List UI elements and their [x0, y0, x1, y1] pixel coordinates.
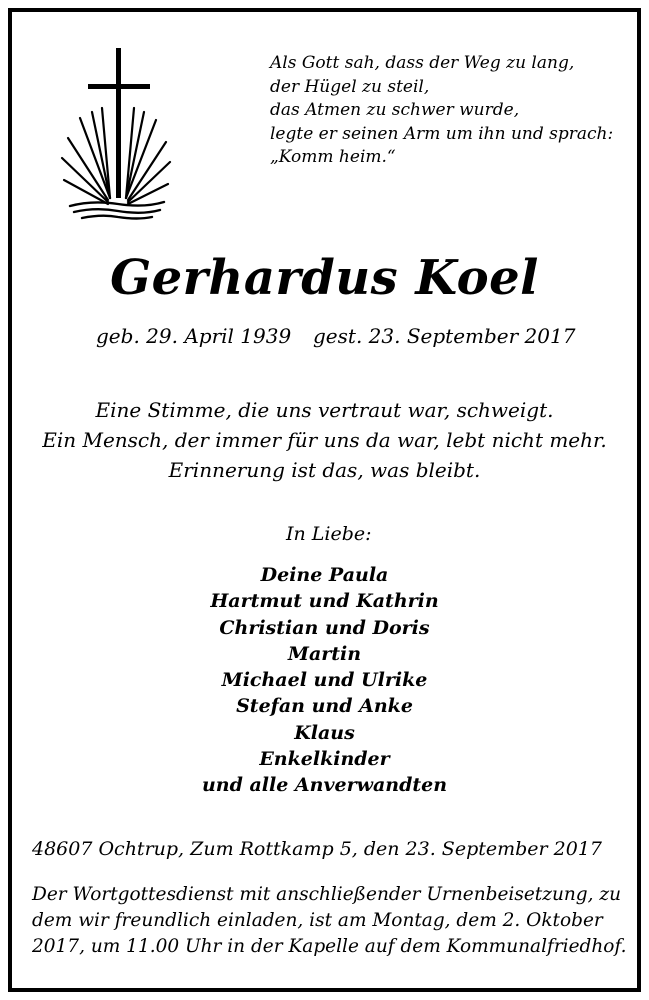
cross-sunrise-icon — [52, 38, 172, 228]
poem — [270, 52, 630, 170]
service-notice — [32, 882, 627, 960]
quote-line: Eine Stimme, die uns vertraut war, schweigt. — [95, 398, 554, 422]
poem-line: legte er seinen Arm um ihn und sprach: — [270, 123, 614, 144]
poem-line: „Komm heim.“ — [270, 147, 396, 167]
poem-line: das Atmen zu schwer wurde, — [270, 100, 520, 120]
mourner: Hartmut und Kathrin — [210, 590, 439, 613]
deceased-name: Gerhardus Koel — [110, 250, 539, 306]
mourner: und alle Anverwandten — [201, 774, 448, 797]
mourner: Enkelkinder — [259, 748, 390, 771]
mourner: Christian und Doris — [219, 616, 430, 639]
birth-date: geb. 29. April 1939 — [96, 324, 292, 348]
death-date: gest. 23. September 2017 — [313, 324, 576, 348]
mourner: Deine Paula — [260, 564, 389, 586]
address-line: 48607 Ochtrup, Zum Rottkamp 5, den 23. September 2017 — [32, 838, 603, 860]
quote-line: Erinnerung ist das, was bleibt. — [168, 458, 481, 482]
service-line: 2017, um 11.00 Uhr in der Kapelle auf dem Kommunalfriedhof. — [32, 936, 627, 957]
quote-line: Ein Mensch, der immer für uns da war, lebt nicht mehr. — [42, 428, 607, 452]
mourner: Michael und Ulrike — [221, 669, 428, 692]
mourner: Klaus — [294, 721, 355, 744]
in-love-label: In Liebe: — [286, 523, 372, 545]
service-line: dem wir freundlich einladen, ist am Montag, dem 2. Oktober — [32, 910, 603, 931]
service-line: Der Wortgottesdienst mit anschließender Urnenbeisetzung, zu — [32, 884, 622, 905]
memorial-quote — [0, 395, 649, 485]
mourners-list — [0, 562, 649, 799]
mourner: Martin — [287, 642, 362, 665]
mourner: Stefan und Anke — [236, 695, 413, 718]
poem-line: der Hügel zu steil, — [270, 76, 430, 97]
poem-line: Als Gott sah, dass der Weg zu lang, — [270, 53, 575, 73]
